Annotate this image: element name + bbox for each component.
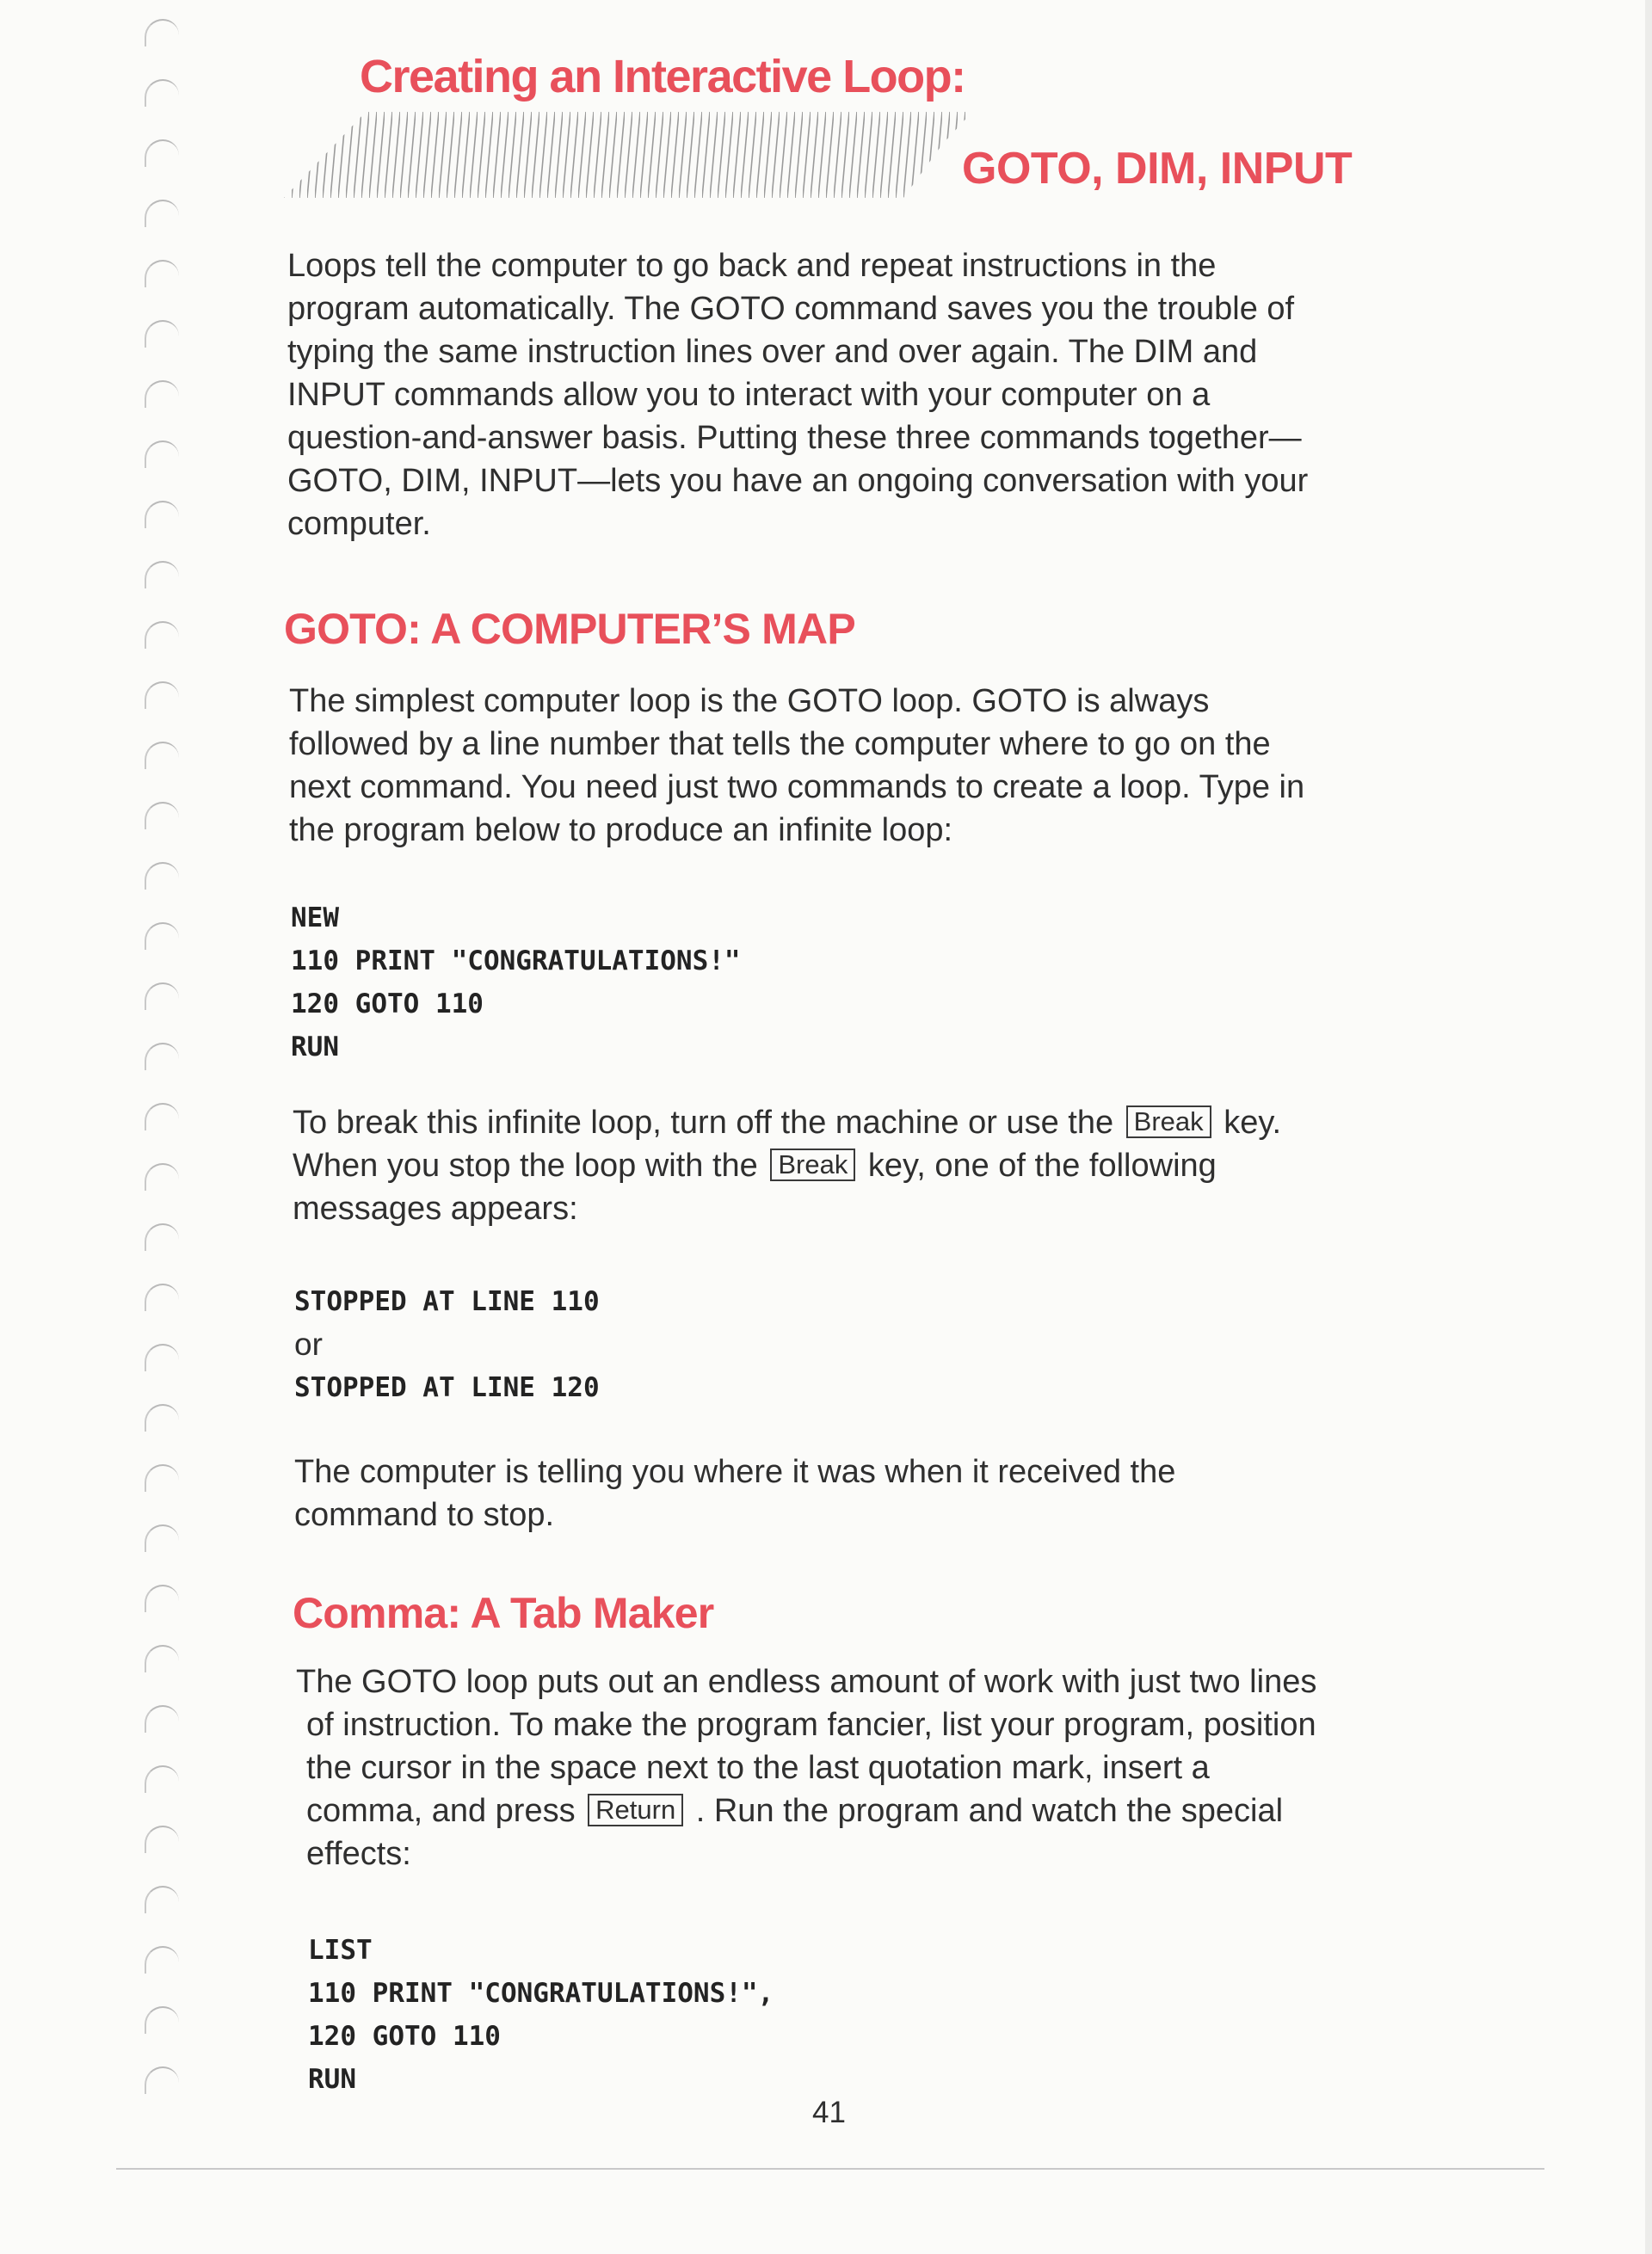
page-number: 41 [812,2096,846,2129]
code-line: LIST [308,1935,373,1966]
break-key-label: Break [1126,1105,1211,1138]
text-line: GOTO, DIM, INPUT—lets you have an ongoing conversation with your [287,463,1309,499]
text-segment: . Run the program and watch the special [695,1793,1284,1829]
code-line: RUN [308,2064,356,2095]
binding-hole [145,1043,179,1070]
code-line: 110 PRINT "CONGRATULATIONS!", [308,1978,774,2009]
text-line: The GOTO loop puts out an endless amount of work with just two lines [296,1664,1317,1700]
text-segment: key. [1224,1105,1282,1141]
text-line: of instruction. To make the program fancier, list your program, position [306,1707,1316,1743]
binding-hole [145,1103,179,1130]
text-line: The simplest computer loop is the GOTO loop. GOTO is always [289,683,1210,719]
binding-hole [145,1946,179,1974]
or-text: or [294,1327,323,1362]
break-paragraph [293,1101,1281,1230]
binding-hole [145,1765,179,1793]
text-line: INPUT commands allow you to interact with your computer on a [287,377,1211,413]
text-line: the cursor in the space next to the last quotation mark, insert a [306,1750,1210,1786]
binding-hole [145,681,179,709]
binding-hole [145,320,179,348]
binding-hole [145,19,179,46]
text-line: command to stop. [294,1497,555,1533]
binding-hole [145,742,179,769]
text-segment: comma, and press [306,1793,576,1829]
text-line: program automatically. The GOTO command saves you the trouble of [287,291,1295,327]
text-segment: To break this infinite loop, turn off the machine or use the [293,1105,1114,1141]
binding-hole [145,862,179,890]
code-listing-infinite-loop [291,896,741,1068]
text-segment: key, one of the following [867,1148,1217,1184]
binding-hole [145,561,179,588]
binding-hole [145,200,179,227]
text-line: The computer is telling you where it was when it received the [294,1454,1176,1490]
text-line: next command. You need just two commands to create a loop. Type in [289,769,1305,805]
code-line: 120 GOTO 110 [291,988,484,1019]
text-line: Loops tell the computer to go back and repeat instructions in the [287,248,1217,284]
text-segment: When you stop the loop with the [293,1148,758,1184]
text-line: the program below to produce an infinite loop: [289,812,953,848]
code-line: RUN [291,1032,339,1062]
binding-hole [145,2066,179,2094]
return-key-label: Return [588,1794,683,1826]
goto-paragraph [289,680,1304,852]
binding-hole [145,2006,179,2034]
stop-message: STOPPED AT LINE 120 [294,1372,600,1403]
spiral-binding [145,19,188,2118]
binding-hole [145,1886,179,1913]
break-key-label: Break [770,1149,855,1181]
binding-hole [145,1585,179,1612]
text-line: question-and-answer basis. Putting these three commands together— [287,420,1302,456]
binding-hole [145,1524,179,1552]
code-line: 120 GOTO 110 [308,2021,501,2052]
binding-hole [145,380,179,408]
binding-hole [145,1284,179,1311]
binding-hole [145,621,179,649]
code-listing-comma [308,1929,774,2101]
binding-hole [145,1645,179,1672]
binding-hole [145,139,179,167]
intro-paragraph [287,244,1308,545]
page-subtitle: GOTO, DIM, INPUT [962,144,1353,194]
binding-hole [145,1223,179,1251]
binding-hole [145,1163,179,1191]
goto-section-heading: GOTO: A COMPUTER’S MAP [284,605,855,653]
binding-hole [145,1464,179,1492]
code-line: 110 PRINT "CONGRATULATIONS!" [291,945,741,976]
text-line: messages appears: [293,1191,578,1227]
binding-hole [145,501,179,528]
stop-message: STOPPED AT LINE 110 [294,1286,600,1317]
text-line: effects: [306,1836,411,1872]
comma-section-heading: Comma: A Tab Maker [293,1589,714,1637]
text-line: followed by a line number that tells the computer where to go on the [289,726,1271,762]
binding-hole [145,982,179,1010]
code-line: NEW [291,902,339,933]
binding-hole [145,1705,179,1733]
hatch-decoration [284,112,972,198]
binding-hole [145,1404,179,1432]
binding-hole [145,440,179,468]
comma-paragraph [296,1660,1316,1875]
explain-paragraph [294,1450,1175,1537]
binding-hole [145,260,179,287]
binding-hole [145,802,179,829]
page-title: Creating an Interactive Loop: [360,51,965,102]
binding-hole [145,922,179,950]
stop-messages [294,1280,600,1409]
bottom-rule [116,2168,1544,2170]
binding-hole [145,79,179,107]
text-line: typing the same instruction lines over and over again. The DIM and [287,334,1258,370]
text-line: computer. [287,506,431,542]
binding-hole [145,1344,179,1371]
page-edge [1645,0,1652,2254]
binding-hole [145,1826,179,1853]
